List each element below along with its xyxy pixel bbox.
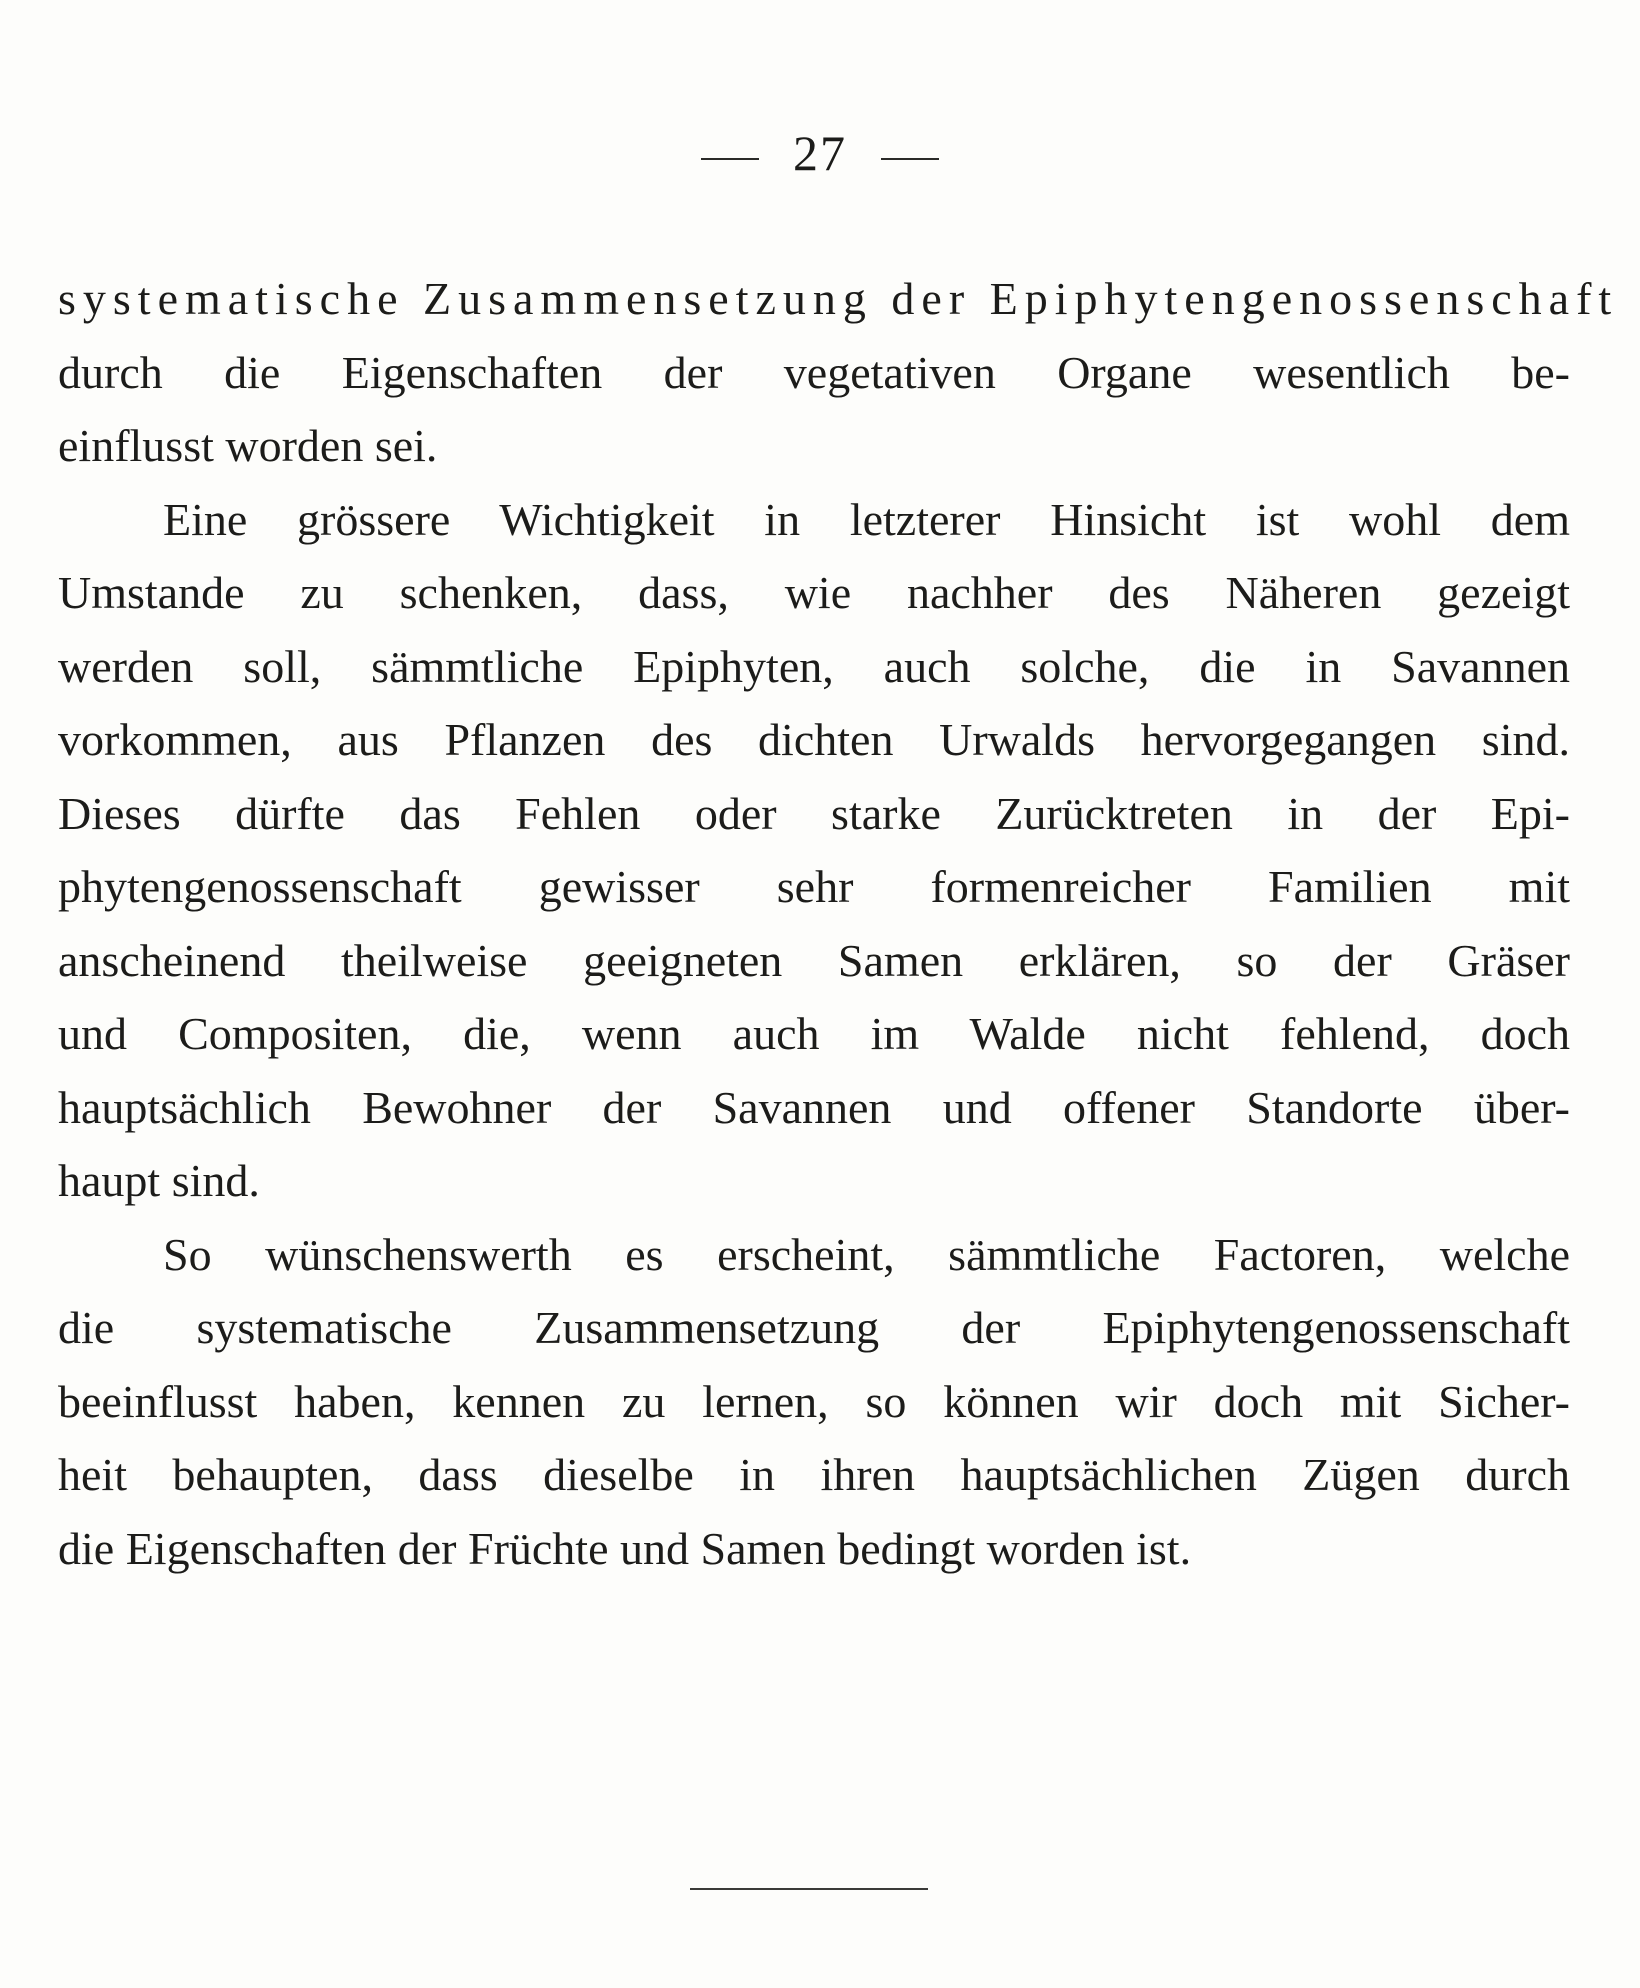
page-header xyxy=(0,125,1640,181)
text-line: werden soll, sämmtliche Epiphyten, auch solche, die in Savannen xyxy=(58,640,1570,692)
text-line: haupt sind. xyxy=(58,1155,260,1206)
text-line: Dieses dürfte das Fehlen oder starke Zurücktreten in der Epi- xyxy=(58,787,1570,839)
text-line: beeinflusst haben, kennen zu lernen, so können wir doch mit Sicher- xyxy=(58,1375,1570,1427)
text-line: durch die Eigenschaften der vegetativen Organe wesentlich be- xyxy=(58,346,1570,398)
text-line: vorkommen, aus Pflanzen des dichten Urwalds hervorgegangen sind. xyxy=(58,714,1570,765)
text-line: einflusst worden sei. xyxy=(58,420,438,471)
page-number-dash-right-rule xyxy=(881,158,939,160)
text-line: die Eigenschaften der Früchte und Samen bedingt worden ist. xyxy=(58,1522,1192,1574)
text-line: phytengenossenschaft gewisser sehr formenreicher Familien mit xyxy=(58,861,1570,912)
text-line: anscheinend theilweise geeigneten Samen erklären, so der Gräser xyxy=(58,934,1570,986)
text-line: Umstande zu schenken, dass, wie nachher des Näheren gezeigt xyxy=(58,567,1570,618)
text-line: systematische Zusammensetzung der Epiphytengenossenschaft xyxy=(58,273,1619,324)
text-line: die systematische Zusammensetzung der Epiphytengenossenschaft xyxy=(58,1302,1570,1353)
text-line: heit behaupten, dass dieselbe in ihren hauptsächlichen Zügen durch xyxy=(58,1449,1570,1500)
text-line: Eine grössere Wichtigkeit in letzterer Hinsicht ist wohl dem xyxy=(163,493,1570,545)
page-number: 27 xyxy=(793,125,847,181)
text-line: hauptsächlich Bewohner der Savannen und offener Standorte über- xyxy=(58,1081,1570,1133)
body-text xyxy=(58,262,1619,1585)
text-line: So wünschenswerth es erscheint, sämmtliche Factoren, welche xyxy=(163,1228,1570,1280)
text-line: und Compositen, die, wenn auch im Walde nicht fehlend, doch xyxy=(58,1008,1570,1059)
footer-rule xyxy=(690,1888,928,1890)
page-number-dash-left-rule xyxy=(701,158,759,160)
